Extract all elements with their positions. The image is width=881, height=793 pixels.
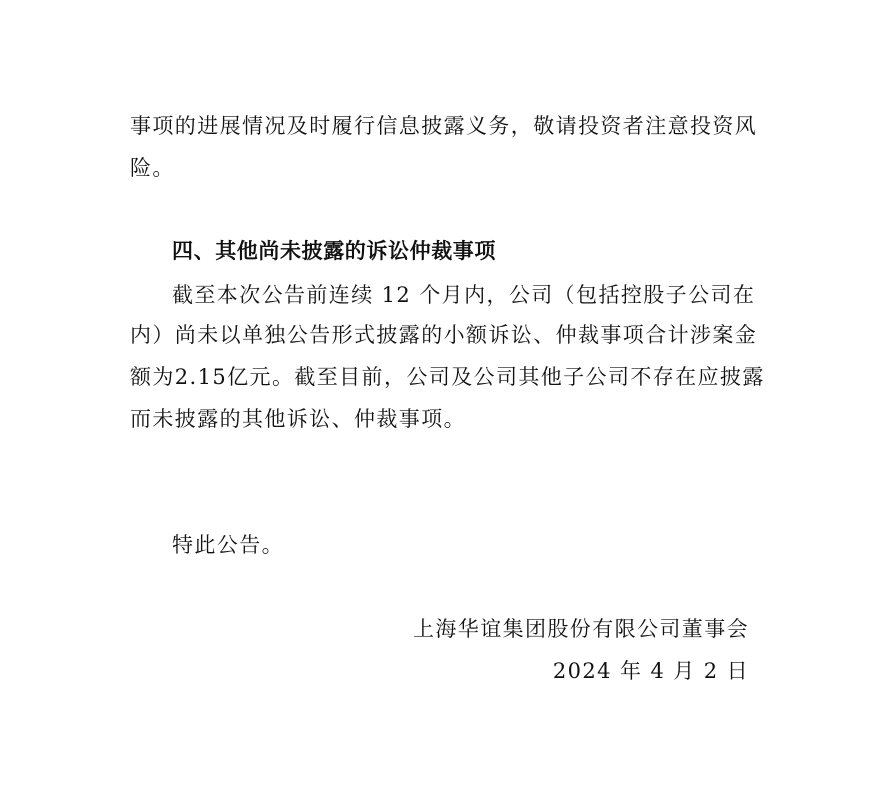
signature-date: 2024 年 4 月 2 日 xyxy=(552,659,749,683)
signature-company: 上海华谊集团股份有限公司董事会 xyxy=(413,617,749,641)
closing-statement: 特此公告。 xyxy=(172,533,284,557)
paragraph-line: 额为2.15亿元。截至目前，公司及公司其他子公司不存在应披露 xyxy=(130,365,765,389)
paragraph-line: 而未披露的其他诉讼、仲裁事项。 xyxy=(130,407,466,431)
section-heading: 四、其他尚未披露的诉讼仲裁事项 xyxy=(172,239,496,263)
paragraph-line: 截至本次公告前连续 12 个月内，公司（包括控股子公司在 xyxy=(172,283,756,307)
paragraph-line: 事项的进展情况及时履行信息披露义务，敬请投资者注意投资风 xyxy=(130,114,758,138)
paragraph-line: 内）尚未以单独公告形式披露的小额诉讼、仲裁事项合计涉案金 xyxy=(130,323,758,347)
paragraph-line: 险。 xyxy=(130,156,175,180)
